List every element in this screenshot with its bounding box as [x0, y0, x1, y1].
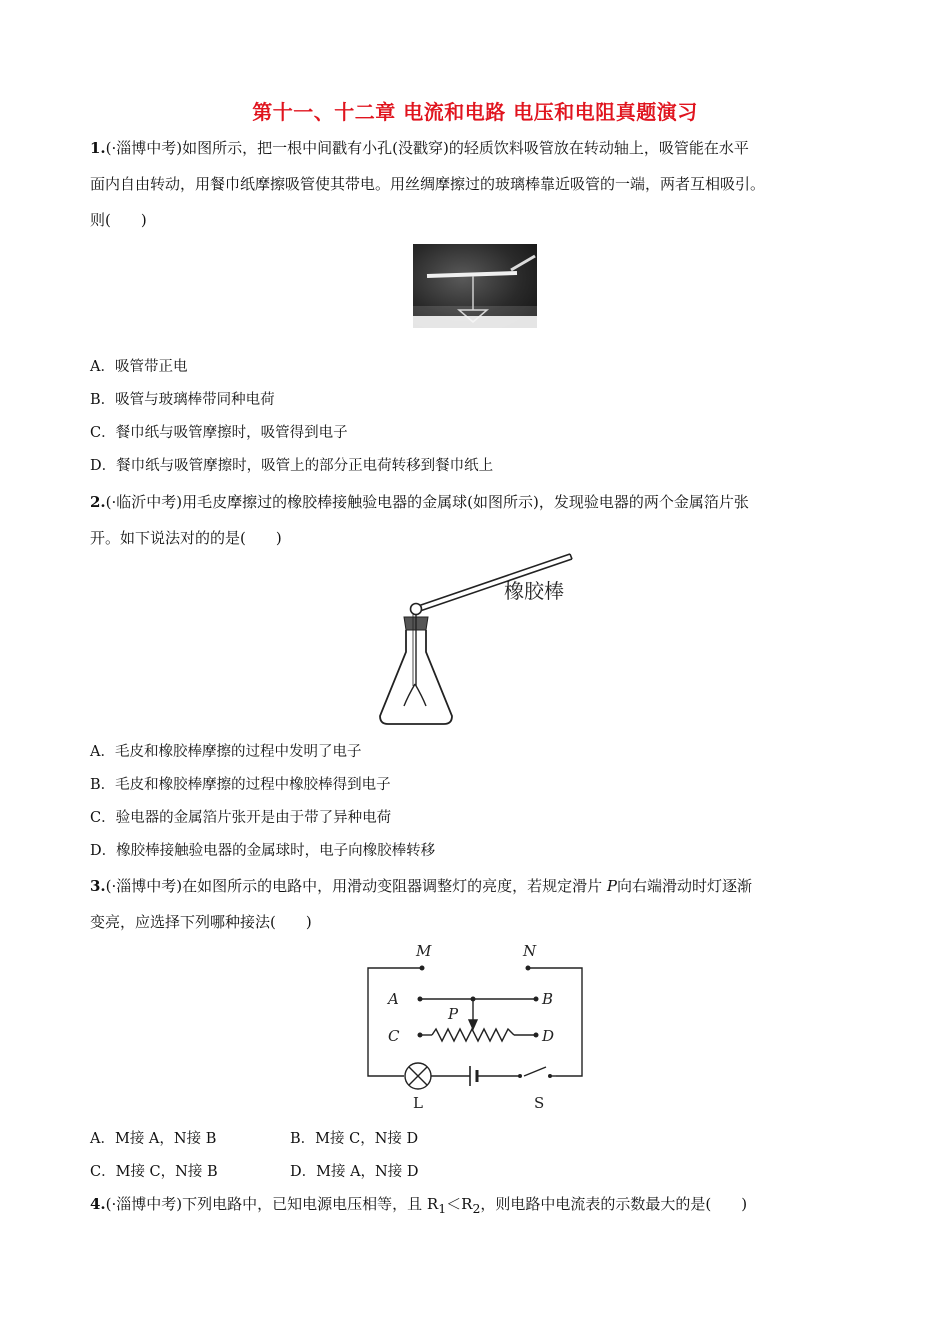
question-stem-line: 变亮，应选择下列哪种接法( ) — [90, 913, 312, 931]
subscript: 2 — [472, 1201, 481, 1216]
terminal-c-label: C — [388, 1027, 400, 1045]
option-b[interactable]: B．吸管与玻璃棒带同种电荷 — [90, 392, 275, 408]
question-number: 3. — [90, 877, 106, 895]
terminal-n-label: N — [523, 942, 537, 960]
question-stem-part: (·淄博中考)下列电路中，已知电源电压相等，且 R — [105, 1195, 439, 1213]
question-stem-part: ，则电路中电流表的示数最大的是( ) — [480, 1195, 748, 1213]
option-b[interactable]: B．毛皮和橡胶棒摩擦的过程中橡胶棒得到电子 — [90, 777, 391, 793]
option-c[interactable]: C．餐巾纸与吸管摩擦时，吸管得到电子 — [90, 425, 348, 441]
terminal-b-label: B — [542, 990, 554, 1008]
option-b[interactable]: B．M接 C，N接 D — [290, 1131, 419, 1147]
question-stem-part: ＜R — [446, 1195, 473, 1213]
question-stem-line: 面内自由转动，用餐巾纸摩擦吸管使其带电。用丝绸摩擦过的玻璃棒靠近吸管的一端，两者互相吸引。 — [90, 175, 766, 193]
option-c[interactable]: C．验电器的金属箔片张开是由于带了异种电荷 — [90, 810, 392, 826]
option-d[interactable]: D．M接 A，N接 D — [290, 1164, 419, 1180]
question-stem-part: 向右端滑动时灯逐渐 — [617, 877, 753, 895]
terminal-d-label: D — [542, 1027, 555, 1045]
question-number: 1. — [90, 139, 106, 157]
question-stem-line: 则( ) — [90, 211, 147, 229]
option-a[interactable]: A．吸管带正电 — [90, 359, 188, 375]
slider-p-label: P — [448, 1005, 459, 1023]
page-title: 第十一、十二章 电流和电路 电压和电阻真题演习 — [252, 100, 698, 124]
option-a[interactable]: A．毛皮和橡胶棒摩擦的过程中发明了电子 — [90, 744, 362, 760]
subscript: 1 — [438, 1201, 447, 1216]
electroscope-figure — [370, 548, 580, 728]
option-c[interactable]: C．M接 C，N接 B — [90, 1164, 218, 1180]
question-number: 2. — [90, 493, 106, 511]
straw-on-pivot-photo — [413, 244, 537, 328]
question-number: 4. — [90, 1195, 106, 1213]
lamp-label: L — [413, 1094, 423, 1112]
circuit-diagram — [360, 936, 590, 1116]
question-stem-line: (·淄博中考)如图所示，把一根中间戳有小孔(没戳穿)的轻质饮料吸管放在转动轴上，吸管能在水平 — [105, 139, 749, 157]
question-4 — [90, 1186, 860, 1227]
question-3 — [90, 868, 860, 940]
question-1 — [90, 130, 860, 238]
slider-variable: P — [606, 877, 618, 895]
question-stem-line: 开。如下说法对的的是( ) — [90, 529, 282, 547]
switch-label: S — [534, 1094, 545, 1112]
rod-label: 橡胶棒 — [504, 579, 564, 603]
question-stem-part: (·淄博中考)在如图所示的电路中，用滑动变阻器调整灯的亮度，若规定滑片 — [105, 877, 607, 895]
question-stem-line: (·临沂中考)用毛皮摩擦过的橡胶棒接触验电器的金属球(如图所示)，发现验电器的两个金属箔片张 — [105, 493, 749, 511]
option-d[interactable]: D．橡胶棒接触验电器的金属球时，电子向橡胶棒转移 — [90, 843, 436, 859]
terminal-a-label: A — [388, 990, 399, 1008]
option-a[interactable]: A．M接 A，N接 B — [90, 1131, 217, 1147]
option-d[interactable]: D．餐巾纸与吸管摩擦时，吸管上的部分正电荷转移到餐巾纸上 — [90, 458, 494, 474]
terminal-m-label: M — [416, 942, 432, 960]
question-2 — [90, 484, 860, 556]
